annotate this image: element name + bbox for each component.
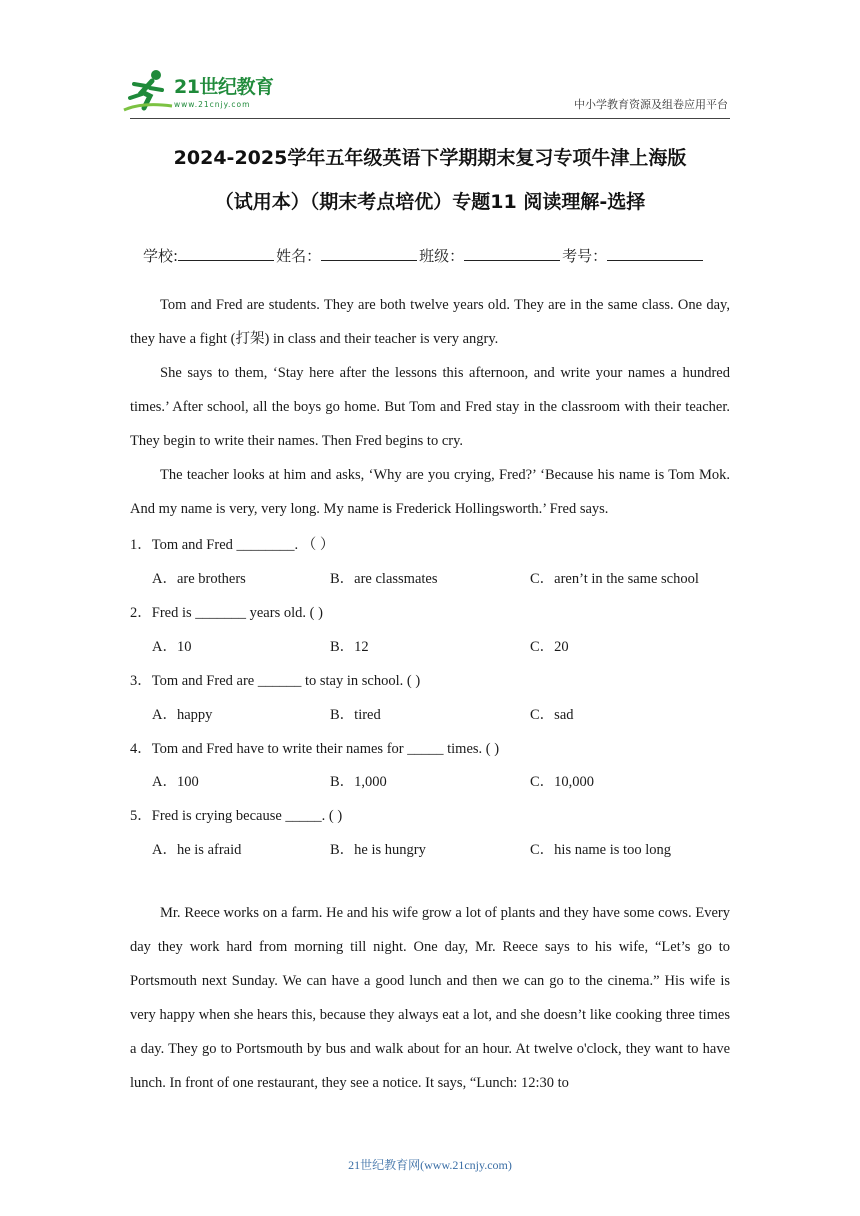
question-5: 5．Fred is crying because _____. ( ) xyxy=(130,808,343,824)
class-blank[interactable] xyxy=(464,246,560,261)
question-1-option-b[interactable]: B．are classmates xyxy=(330,571,438,587)
page-footer[interactable]: 21世纪教育网(www.21cnjy.com) xyxy=(348,1158,512,1172)
class-label: 班级： xyxy=(419,247,465,265)
site-logo[interactable] xyxy=(122,68,292,116)
platform-tagline: 中小学教育资源及组卷应用平台 xyxy=(574,98,728,111)
question-5-option-a[interactable]: A．he is afraid xyxy=(152,842,242,858)
question-1-option-a[interactable]: A．are brothers xyxy=(152,571,246,587)
question-3-option-a[interactable]: A．happy xyxy=(152,707,213,723)
name-blank[interactable] xyxy=(321,246,417,261)
document-title-line-2: （试用本）（期末考点培优）专题11 阅读理解-选择 xyxy=(214,191,646,213)
student-info-fields xyxy=(143,245,705,266)
document-title-line-1: 2024-2025学年五年级英语下学期期末复习专项牛津上海版 xyxy=(173,147,687,169)
runner-logo-icon xyxy=(122,68,174,114)
question-4-option-b[interactable]: B．1,000 xyxy=(330,774,387,790)
passage-1-paragraph-2: She says to them, ‘Stay here after the lessons this afternoon, and write your names a hundred times.’ After school, all the boys go home. But Tom and Fred stay in the classroom with their teacher. They begin to write their names. Then Fred begins to cry. xyxy=(130,365,730,449)
question-5-option-c[interactable]: C．his name is too long xyxy=(530,842,671,858)
number-label: 考号： xyxy=(562,247,608,265)
question-3-option-c[interactable]: C．sad xyxy=(530,707,574,723)
question-1: 1．Tom and Fred ________. （ ） xyxy=(130,537,335,553)
logo-url: www.21cnjy.com xyxy=(174,100,251,109)
name-label: 姓名： xyxy=(276,247,322,265)
question-2-option-a[interactable]: A．10 xyxy=(152,639,192,655)
passage-2 xyxy=(130,896,730,1100)
question-2-option-b[interactable]: B．12 xyxy=(330,639,369,655)
header-divider xyxy=(130,118,730,119)
page-header xyxy=(0,0,860,120)
question-2-option-c[interactable]: C．20 xyxy=(530,639,569,655)
school-blank[interactable] xyxy=(178,246,274,261)
passage-2-paragraph-1: Mr. Reece works on a farm. He and his wife grow a lot of plants and they have some cows. Every day they work hard from morning till night. One day, Mr. Reece says to his wife, “Let’s go to Portsmouth next Sunday. We can have a good lunch and then we can go to the cinema.” His wife is very happy when she hears this, because they always eat a lot, and she doesn’t like cooking three times a day. They go to Portsmouth by bus and walk about for an hour. At twelve o'clock, they want to have lunch. In front of one restaurant, they see a notice. It says, “Lunch: 12:30 to xyxy=(130,905,730,1091)
question-4-option-c[interactable]: C．10,000 xyxy=(530,774,595,790)
passage-1-paragraph-1: Tom and Fred are students. They are both twelve years old. They are in the same class. One day, they have a fight (打架) in class and their teacher is very angry. xyxy=(130,297,730,347)
number-blank[interactable] xyxy=(607,246,703,261)
passage-1-paragraph-3: The teacher looks at him and asks, ‘Why are you crying, Fred?’ ‘Because his name is Tom Mok. And my name is very, very long. My name is Frederick Hollingsworth.’ Fred says. xyxy=(130,467,730,517)
question-4: 4．Tom and Fred have to write their names for _____ times. ( ) xyxy=(130,741,500,757)
logo-text: 21世纪教育 xyxy=(174,76,274,98)
question-3-option-b[interactable]: B．tired xyxy=(330,707,381,723)
question-2: 2．Fred is _______ years old. ( ) xyxy=(130,605,323,621)
school-label: 学校: xyxy=(143,247,179,265)
question-5-option-b[interactable]: B．he is hungry xyxy=(330,842,426,858)
passage-1 xyxy=(130,288,730,526)
question-1-option-c[interactable]: C．aren’t in the same school xyxy=(530,571,699,587)
question-3: 3．Tom and Fred are ______ to stay in school. ( ) xyxy=(130,673,421,689)
question-4-option-a[interactable]: A．100 xyxy=(152,774,199,790)
